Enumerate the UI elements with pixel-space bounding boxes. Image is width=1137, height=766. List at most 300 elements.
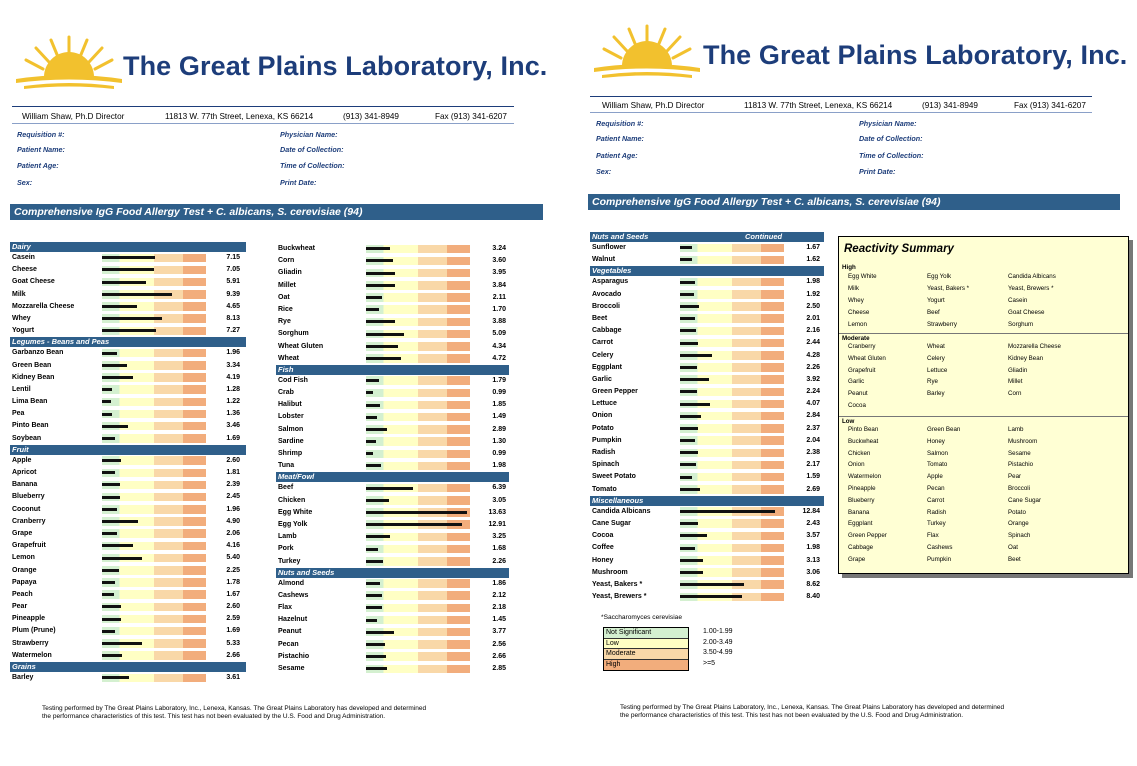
report-title: Comprehensive IgG Food Allergy Test + C. albicans, S. cerevisiae (94) — [10, 204, 543, 220]
reactivity-bar — [102, 517, 206, 526]
result-row — [590, 435, 824, 447]
result-row — [590, 555, 824, 567]
footer-disclaimer-2: the performance characteristics of this test. This test has not been evaluated by the U.S. Food and Drug Administration. — [620, 712, 964, 719]
reactivity-bar-fill — [680, 293, 694, 296]
result-row — [276, 543, 509, 555]
result-row — [10, 552, 246, 564]
reactivity-bar — [102, 349, 206, 358]
result-value: 2.45 — [226, 493, 240, 501]
physician-label: Physician Name: — [280, 130, 338, 139]
result-row — [590, 242, 824, 254]
time-collection-label: Time of Collection: — [280, 161, 345, 170]
reactivity-bar-fill — [102, 593, 114, 596]
reactivity-bar-fill — [366, 308, 379, 311]
summary-item: Pear — [1008, 473, 1022, 481]
food-name: Casein — [12, 254, 35, 261]
result-value: 4.28 — [806, 351, 820, 359]
category-header — [10, 337, 246, 347]
summary-item: Broccoli — [1008, 485, 1031, 492]
reactivity-bar-fill — [680, 451, 698, 454]
result-row — [276, 267, 509, 279]
summary-level-low: Low — [842, 418, 855, 425]
result-value: 1.78 — [226, 578, 240, 586]
food-name: Radish — [592, 449, 616, 456]
summary-item: Yeast, Brewers * — [1008, 285, 1054, 292]
reactivity-bar — [680, 436, 784, 445]
requisition-label: Requisition #: — [596, 119, 644, 128]
reactivity-bar — [102, 566, 206, 575]
reactivity-bar-fill — [102, 256, 155, 259]
result-value: 2.60 — [226, 456, 240, 464]
result-row — [590, 423, 824, 435]
summary-item: Cane Sugar — [1008, 496, 1042, 504]
reactivity-bar-fill — [680, 366, 697, 369]
reactivity-bar-fill — [102, 400, 111, 403]
food-name: Chicken — [278, 496, 306, 504]
result-row — [10, 455, 246, 467]
range-not-significant: 1.00-1.99 — [703, 628, 733, 635]
food-name: Lettuce — [592, 400, 617, 408]
date-collection-label: Date of Collection: — [859, 134, 923, 143]
result-row — [590, 301, 824, 313]
reactivity-bar — [680, 485, 784, 494]
result-value: 2.26 — [492, 557, 506, 565]
reactivity-bar — [102, 327, 206, 336]
reactivity-bar — [366, 579, 470, 588]
reactivity-bar-fill — [680, 510, 775, 513]
result-row — [276, 436, 509, 448]
reactivity-bar-fill — [680, 390, 697, 393]
summary-item: Casein — [1008, 297, 1028, 304]
result-value: 2.04 — [806, 436, 820, 444]
result-row — [276, 375, 509, 387]
summary-item: Onion — [848, 461, 865, 469]
result-value: 1.98 — [806, 278, 820, 286]
result-row — [590, 325, 824, 337]
range-low: 2.00-3.49 — [703, 638, 733, 646]
reactivity-bar — [680, 544, 784, 553]
reactivity-bar-fill — [366, 320, 395, 323]
summary-item: Spinach — [1008, 532, 1031, 540]
food-name: Cocoa — [592, 532, 614, 540]
reactivity-bar-fill — [680, 476, 692, 479]
reactivity-bar — [366, 425, 470, 434]
phone: (913) 341-8949 — [922, 101, 978, 110]
food-name: Pistachio — [278, 652, 310, 660]
food-name: Onion — [592, 412, 613, 420]
result-row — [590, 313, 824, 325]
result-row — [276, 328, 509, 340]
food-name: Watermelon — [12, 651, 52, 659]
result-row — [10, 276, 246, 288]
reactivity-bar — [680, 593, 784, 602]
food-name: Eggplant — [592, 363, 622, 371]
food-name: Rye — [278, 318, 291, 326]
result-value: 3.24 — [492, 245, 506, 252]
reactivity-bar-fill — [102, 581, 115, 584]
reactivity-bar — [366, 628, 470, 637]
result-value: 0.99 — [492, 450, 506, 457]
result-row — [276, 353, 509, 365]
result-value: 4.65 — [226, 302, 240, 310]
reactivity-bar-fill — [366, 535, 390, 538]
reactivity-bar-fill — [366, 404, 380, 407]
phone: (913) 341-8949 — [343, 112, 399, 121]
result-value: 2.60 — [226, 603, 240, 611]
reactivity-bar — [366, 342, 470, 351]
reactivity-bar — [366, 401, 470, 410]
reactivity-bar — [680, 327, 784, 336]
food-name: Asparagus — [592, 278, 629, 286]
category-header — [590, 496, 824, 506]
header-rule-2 — [12, 123, 514, 124]
food-name: Pineapple — [12, 615, 46, 623]
reactivity-bar — [366, 330, 470, 339]
summary-item: Egg White — [848, 273, 877, 280]
summary-item: Tomato — [927, 461, 948, 469]
reactivity-bar-fill — [366, 440, 376, 443]
reactivity-bar-fill — [366, 391, 373, 394]
food-name: Celery — [592, 351, 614, 359]
reactivity-bar — [366, 389, 470, 398]
food-name: Turkey — [278, 557, 301, 565]
food-name: Garlic — [592, 375, 612, 383]
reactivity-bar-fill — [680, 305, 699, 308]
reactivity-bar — [102, 505, 206, 514]
result-value: 1.49 — [492, 413, 506, 421]
summary-item: Corn — [1008, 390, 1022, 398]
result-row — [10, 601, 246, 613]
food-name: Corn — [278, 257, 295, 265]
reactivity-bar — [102, 590, 206, 599]
result-row — [590, 506, 824, 518]
sex-label: Sex: — [596, 167, 612, 176]
result-value: 8.62 — [806, 580, 820, 588]
category-header — [10, 662, 246, 672]
fax: Fax (913) 341-6207 — [1014, 101, 1086, 110]
food-name: Spinach — [592, 461, 620, 469]
food-name: Almond — [278, 579, 305, 587]
summary-item: Honey — [927, 437, 945, 445]
reactivity-bar-fill — [680, 329, 696, 332]
food-name: Egg White — [278, 508, 313, 516]
summary-item: Eggplant — [848, 520, 873, 528]
range-moderate: 3.50-4.99 — [703, 649, 733, 656]
result-row — [276, 316, 509, 328]
category-label: Miscellaneous — [592, 495, 644, 505]
reactivity-bar — [102, 578, 206, 587]
food-name: Cabbage — [592, 327, 622, 335]
result-value: 2.17 — [806, 461, 820, 469]
reactivity-bar-fill — [102, 557, 142, 560]
reactivity-bar — [366, 484, 470, 493]
reactivity-bar-fill — [680, 378, 709, 381]
report-page-1 — [0, 0, 560, 766]
summary-item: Millet — [1008, 378, 1023, 386]
food-name: Lemon — [12, 554, 35, 562]
result-value: 9.39 — [226, 290, 240, 298]
summary-item: Peanut — [848, 390, 868, 398]
result-row — [276, 424, 509, 436]
reactivity-bar-fill — [102, 317, 162, 320]
category-label: Meat/Fowl — [278, 472, 315, 482]
result-value: 3.57 — [806, 532, 820, 540]
category-header — [10, 242, 246, 252]
food-name: Avocado — [592, 290, 622, 298]
food-name: Millet — [278, 281, 296, 289]
food-name: Pork — [278, 545, 294, 553]
director: William Shaw, Ph.D Director — [22, 112, 125, 121]
reactivity-bar-fill — [366, 416, 377, 419]
result-row — [276, 507, 509, 519]
summary-item: Mushroom — [1008, 437, 1038, 445]
result-row — [10, 360, 246, 372]
reactivity-bar-fill — [680, 415, 701, 418]
continued-label: Continued — [745, 232, 783, 241]
result-row — [10, 638, 246, 650]
food-name: Cane Sugar — [592, 519, 631, 527]
food-name: Sweet Potato — [592, 473, 636, 481]
reactivity-bar — [680, 412, 784, 421]
result-value: 1.96 — [226, 349, 240, 357]
sun-logo-icon — [592, 22, 702, 84]
food-name: Beef — [278, 484, 294, 492]
reactivity-bar-fill — [102, 654, 122, 657]
category-header — [276, 365, 509, 375]
street-address: 11813 W. 77th Street, Lenexa, KS 66214 — [744, 101, 893, 110]
reactivity-bar — [680, 580, 784, 589]
category-header — [590, 266, 824, 276]
result-row — [10, 625, 246, 637]
food-name: Garbanzo Bean — [12, 349, 64, 357]
summary-item: Goat Cheese — [1008, 309, 1045, 316]
food-name: Buckwheat — [278, 245, 315, 252]
result-row — [10, 540, 246, 552]
food-name: Lentil — [12, 385, 31, 393]
reactivity-bar-fill — [366, 487, 413, 490]
reactivity-bar-fill — [366, 655, 386, 658]
result-row — [590, 254, 824, 266]
footer-disclaimer-1: Testing performed by The Great Plains Laboratory, Inc., Lenexa, Kansas. The Great Plains Laboratory has developed and determined — [42, 705, 427, 712]
summary-item: Beet — [1008, 555, 1021, 563]
result-value: 13.63 — [488, 508, 506, 516]
food-name: Apricot — [12, 469, 37, 476]
patient-age-label: Patient Age: — [596, 151, 638, 160]
reactivity-summary-title: Reactivity Summary — [844, 243, 954, 255]
reactivity-bar-fill — [102, 618, 121, 621]
result-row — [276, 626, 509, 638]
food-name: Oat — [278, 293, 290, 301]
result-row — [10, 479, 246, 491]
result-row — [10, 577, 246, 589]
food-name: Grape — [12, 529, 33, 537]
summary-item: Candida Albicans — [1008, 273, 1056, 280]
sex-label: Sex: — [17, 178, 33, 187]
result-value: 1.22 — [226, 398, 240, 406]
reactivity-bar-fill — [366, 296, 382, 299]
food-name: Papaya — [12, 578, 37, 586]
summary-item: Lettuce — [927, 366, 948, 374]
result-value: 2.12 — [492, 591, 506, 599]
food-name: Hazelnut — [278, 616, 308, 624]
reactivity-bar — [680, 532, 784, 541]
reactivity-bar — [680, 351, 784, 360]
food-name: Cheese — [12, 266, 37, 274]
result-row — [276, 280, 509, 292]
result-value: 1.45 — [492, 616, 506, 624]
result-row — [10, 565, 246, 577]
result-value: 2.25 — [226, 566, 240, 574]
result-value: 5.91 — [226, 278, 240, 286]
summary-item: Wheat Gluten — [848, 354, 886, 362]
result-value: 3.34 — [226, 361, 240, 369]
result-row — [276, 578, 509, 590]
reactivity-bar-fill — [102, 425, 128, 428]
category-label: Vegetables — [592, 266, 632, 276]
result-value: 1.79 — [492, 376, 506, 384]
reactivity-bar — [102, 278, 206, 287]
patient-name-label: Patient Name: — [17, 145, 65, 154]
result-row — [590, 410, 824, 422]
result-value: 4.07 — [806, 400, 820, 408]
summary-item: Celery — [927, 354, 945, 362]
summary-item: Milk — [848, 285, 859, 292]
reactivity-bar — [680, 473, 784, 482]
result-row — [590, 591, 824, 603]
summary-item: Pumpkin — [927, 555, 952, 563]
summary-item: Banana — [848, 508, 870, 516]
food-name: Pinto Bean — [12, 422, 49, 430]
food-name: Whey — [12, 314, 31, 322]
result-value: 2.84 — [806, 412, 820, 420]
reactivity-bar-fill — [102, 605, 121, 608]
result-row — [10, 467, 246, 479]
reactivity-bar-fill — [680, 439, 695, 442]
reactivity-bar — [102, 385, 206, 394]
reactivity-bar-fill — [366, 499, 389, 502]
result-value: 2.18 — [492, 604, 506, 612]
result-row — [10, 301, 246, 313]
result-row — [10, 589, 246, 601]
reactivity-bar — [680, 302, 784, 311]
reactivity-bar-fill — [680, 281, 695, 284]
director: William Shaw, Ph.D Director — [602, 101, 705, 110]
reactivity-bar-fill — [680, 583, 744, 586]
reactivity-bar — [366, 413, 470, 422]
summary-item: Green Pepper — [848, 532, 887, 540]
result-value: 1.59 — [806, 473, 820, 481]
result-value: 2.06 — [226, 529, 240, 537]
reactivity-bar-fill — [102, 376, 133, 379]
result-value: 7.27 — [226, 327, 240, 335]
reactivity-bar — [680, 424, 784, 433]
reactivity-bar — [366, 318, 470, 327]
reactivity-bar-fill — [366, 428, 387, 431]
food-name: Plum (Prune) — [12, 627, 56, 635]
food-name: Crab — [278, 389, 294, 397]
result-value: 2.59 — [226, 615, 240, 623]
result-value: 2.39 — [226, 481, 240, 489]
result-row — [590, 518, 824, 530]
result-row — [10, 433, 246, 445]
reactivity-bar — [680, 449, 784, 458]
reactivity-bar-fill — [102, 329, 156, 332]
result-value: 1.98 — [492, 462, 506, 470]
result-value: 2.01 — [806, 314, 820, 322]
result-row — [590, 567, 824, 579]
result-row — [590, 350, 824, 362]
result-value: 1.81 — [226, 469, 240, 476]
result-value: 2.43 — [806, 519, 820, 527]
summary-item: Cocoa — [848, 402, 866, 409]
result-value: 12.91 — [488, 520, 506, 528]
result-value: 2.56 — [492, 640, 506, 648]
reactivity-bar — [680, 339, 784, 348]
result-row — [276, 531, 509, 543]
result-row — [276, 411, 509, 423]
result-value: 2.66 — [492, 652, 506, 660]
food-name: Halibut — [278, 401, 302, 409]
result-value: 3.88 — [492, 318, 506, 326]
reactivity-bar — [102, 481, 206, 490]
result-value: 1.62 — [806, 256, 820, 264]
legend-ranges — [703, 627, 733, 669]
result-row — [276, 482, 509, 494]
reactivity-bar-fill — [366, 511, 467, 514]
reactivity-bar-fill — [680, 463, 696, 466]
result-row — [10, 408, 246, 420]
result-value: 6.39 — [492, 484, 506, 492]
results-column-2 — [276, 243, 509, 675]
reactivity-bar — [102, 422, 206, 431]
result-row — [10, 420, 246, 432]
summary-item: Barley — [927, 390, 945, 398]
result-value: 2.44 — [806, 339, 820, 347]
reactivity-bar — [102, 529, 206, 538]
result-value: 4.19 — [226, 373, 240, 381]
result-value: 7.15 — [226, 254, 240, 261]
reactivity-bar-fill — [102, 483, 120, 486]
result-row — [10, 264, 246, 276]
result-row — [590, 362, 824, 374]
result-value: 5.09 — [492, 330, 506, 338]
summary-item: Pistachio — [1008, 461, 1034, 469]
result-row — [276, 602, 509, 614]
reactivity-bar-fill — [366, 594, 382, 597]
result-value: 3.06 — [806, 568, 820, 576]
legend-moderate: Moderate — [604, 649, 688, 660]
food-name: Lobster — [278, 413, 304, 421]
food-name: Candida Albicans — [592, 507, 651, 515]
food-name: Wheat Gluten — [278, 342, 324, 350]
result-row — [590, 276, 824, 288]
result-value: 1.67 — [226, 590, 240, 598]
reactivity-bar — [680, 519, 784, 528]
food-name: Peanut — [278, 628, 302, 636]
header-rule-2 — [590, 112, 1092, 113]
reactivity-bar — [680, 507, 784, 516]
summary-item: Garlic — [848, 378, 865, 386]
food-name: Broccoli — [592, 302, 621, 310]
reactivity-bar-fill — [102, 459, 121, 462]
result-row — [590, 289, 824, 301]
reactivity-bar-fill — [102, 642, 142, 645]
result-value: 2.11 — [492, 293, 506, 301]
reactivity-bar-fill — [102, 496, 120, 499]
category-label: Nuts and Seeds — [592, 232, 649, 241]
reactivity-bar-fill — [102, 630, 115, 633]
food-name: Cashews — [278, 591, 309, 599]
